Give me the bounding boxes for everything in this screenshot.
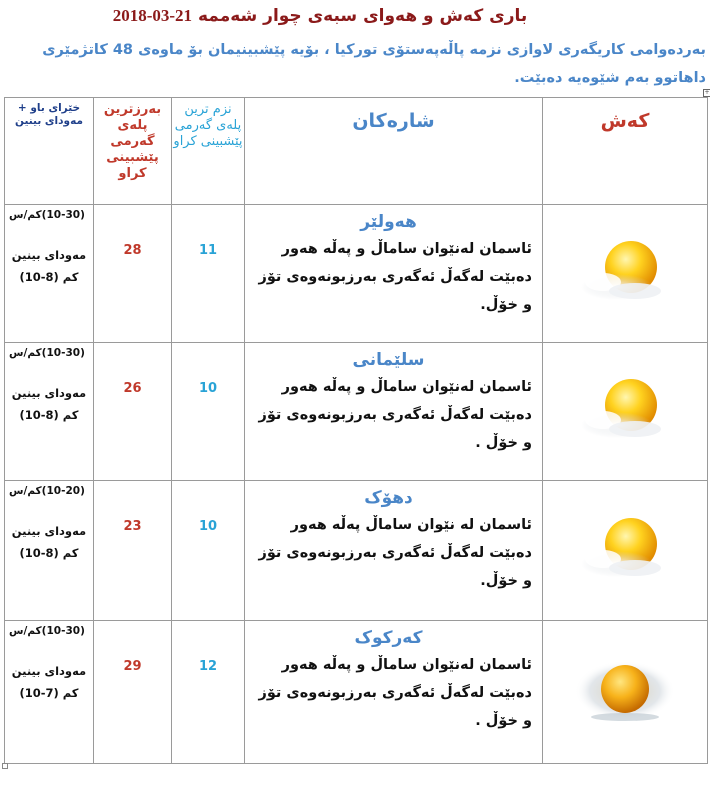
wind-speed: (10-30)کم/س (9, 209, 85, 221)
weather-icon-cell (543, 205, 708, 343)
intro-paragraph: بەردەوامی کاریگەری لاوازی نزمە پاڵەپەستۆی تورکیا ، بۆیە پێشبینیمان بۆ ماوەی 48 کاتژمێری داهاتوو بەم شێوەیە دەبێت. (42, 42, 706, 86)
city-name: سلێمانی (352, 350, 425, 370)
table-row (5, 621, 708, 764)
wind-speed: (10-30)کم/س (9, 625, 85, 637)
max-temp-cell: 23 (94, 481, 172, 621)
city-cell (245, 205, 543, 343)
sun-partly-cloudy-icon (575, 365, 675, 455)
city-description: ئاسمان لە نێوان ساماڵ پەڵە هەور دەبێت لەگەڵ ئەگەری بەرزبونەوەی تۆز و خۆڵ. (258, 517, 532, 589)
city-description: ئاسمان لەنێوان ساماڵ و پەڵە هەور دەبێت لەگەڵ ئەگەری بەرزبونەوەی تۆز و خۆڵ . (258, 379, 532, 451)
weather-icon-cell (543, 621, 708, 764)
max-temp-cell: 26 (94, 343, 172, 481)
visibility-range: (10-7) کم (19, 686, 79, 700)
wind-visibility-cell (5, 481, 94, 621)
header-max-temp: بەرزترین پلەی گەرمی پێشبینی کراو (94, 98, 172, 205)
wind-speed: (10-20)کم/س (9, 485, 85, 497)
city-cell (245, 343, 543, 481)
city-description: ئاسمان لەنێوان ساماڵ و پەڵە هەور دەبێت لەگەڵ ئەگەری بەرزبونەوەی تۆز و خۆڵ . (258, 657, 532, 729)
visibility-range: (10-8) کم (19, 408, 79, 422)
visibility-range: (10-8) کم (19, 546, 79, 560)
table-move-handle[interactable]: + (704, 89, 710, 96)
title-text: باری کەش و هەوای سبەی چوار شەممە (197, 6, 528, 26)
min-temp-cell: 11 (172, 205, 245, 343)
min-temp-cell: 12 (172, 621, 245, 764)
visibility-label: مەودای بینین (11, 664, 87, 678)
min-temp-cell: 10 (172, 343, 245, 481)
weather-table (4, 97, 708, 764)
sun-partly-cloudy-icon (575, 227, 675, 317)
header-wind-visibility: خێرای باو + مەودای بینین (5, 98, 94, 205)
city-description: ئاسمان لەنێوان ساماڵ و پەڵە هەور دەبێت لەگەڵ ئەگەری بەرزبونەوەی تۆز و خۆڵ. (258, 241, 532, 313)
wind-visibility-cell (5, 343, 94, 481)
table-row (5, 343, 708, 481)
page-title (0, 6, 640, 26)
table-row (5, 205, 708, 343)
table-header-row (5, 98, 708, 205)
weather-icon-cell (543, 481, 708, 621)
title-date: 2018-03-21 (112, 6, 193, 25)
min-temp-cell: 10 (172, 481, 245, 621)
wind-visibility-cell (5, 205, 94, 343)
city-name: دهۆک (364, 488, 413, 508)
table-resize-handle[interactable] (2, 763, 8, 769)
visibility-label: مەودای بینین (11, 248, 87, 262)
header-weather: کەش (543, 98, 708, 205)
city-cell (245, 621, 543, 764)
wind-visibility-cell (5, 621, 94, 764)
visibility-label: مەودای بینین (11, 524, 87, 538)
max-temp-cell: 29 (94, 621, 172, 764)
city-name: هەولێر (360, 212, 417, 232)
sun-hazy-icon (575, 645, 675, 735)
city-name: کەرکوک (354, 628, 423, 648)
sun-partly-cloudy-icon (575, 504, 675, 594)
weather-icon-cell (543, 343, 708, 481)
header-cities: شارەکان (245, 98, 543, 205)
city-cell (245, 481, 543, 621)
table-row (5, 481, 708, 621)
header-min-temp: نزم ترین پلەی گەرمی پێشبینی کراو (172, 98, 245, 205)
max-temp-cell: 28 (94, 205, 172, 343)
visibility-range: (10-8) کم (19, 270, 79, 284)
visibility-label: مەودای بینین (11, 386, 87, 400)
wind-speed: (10-30)کم/س (9, 347, 85, 359)
